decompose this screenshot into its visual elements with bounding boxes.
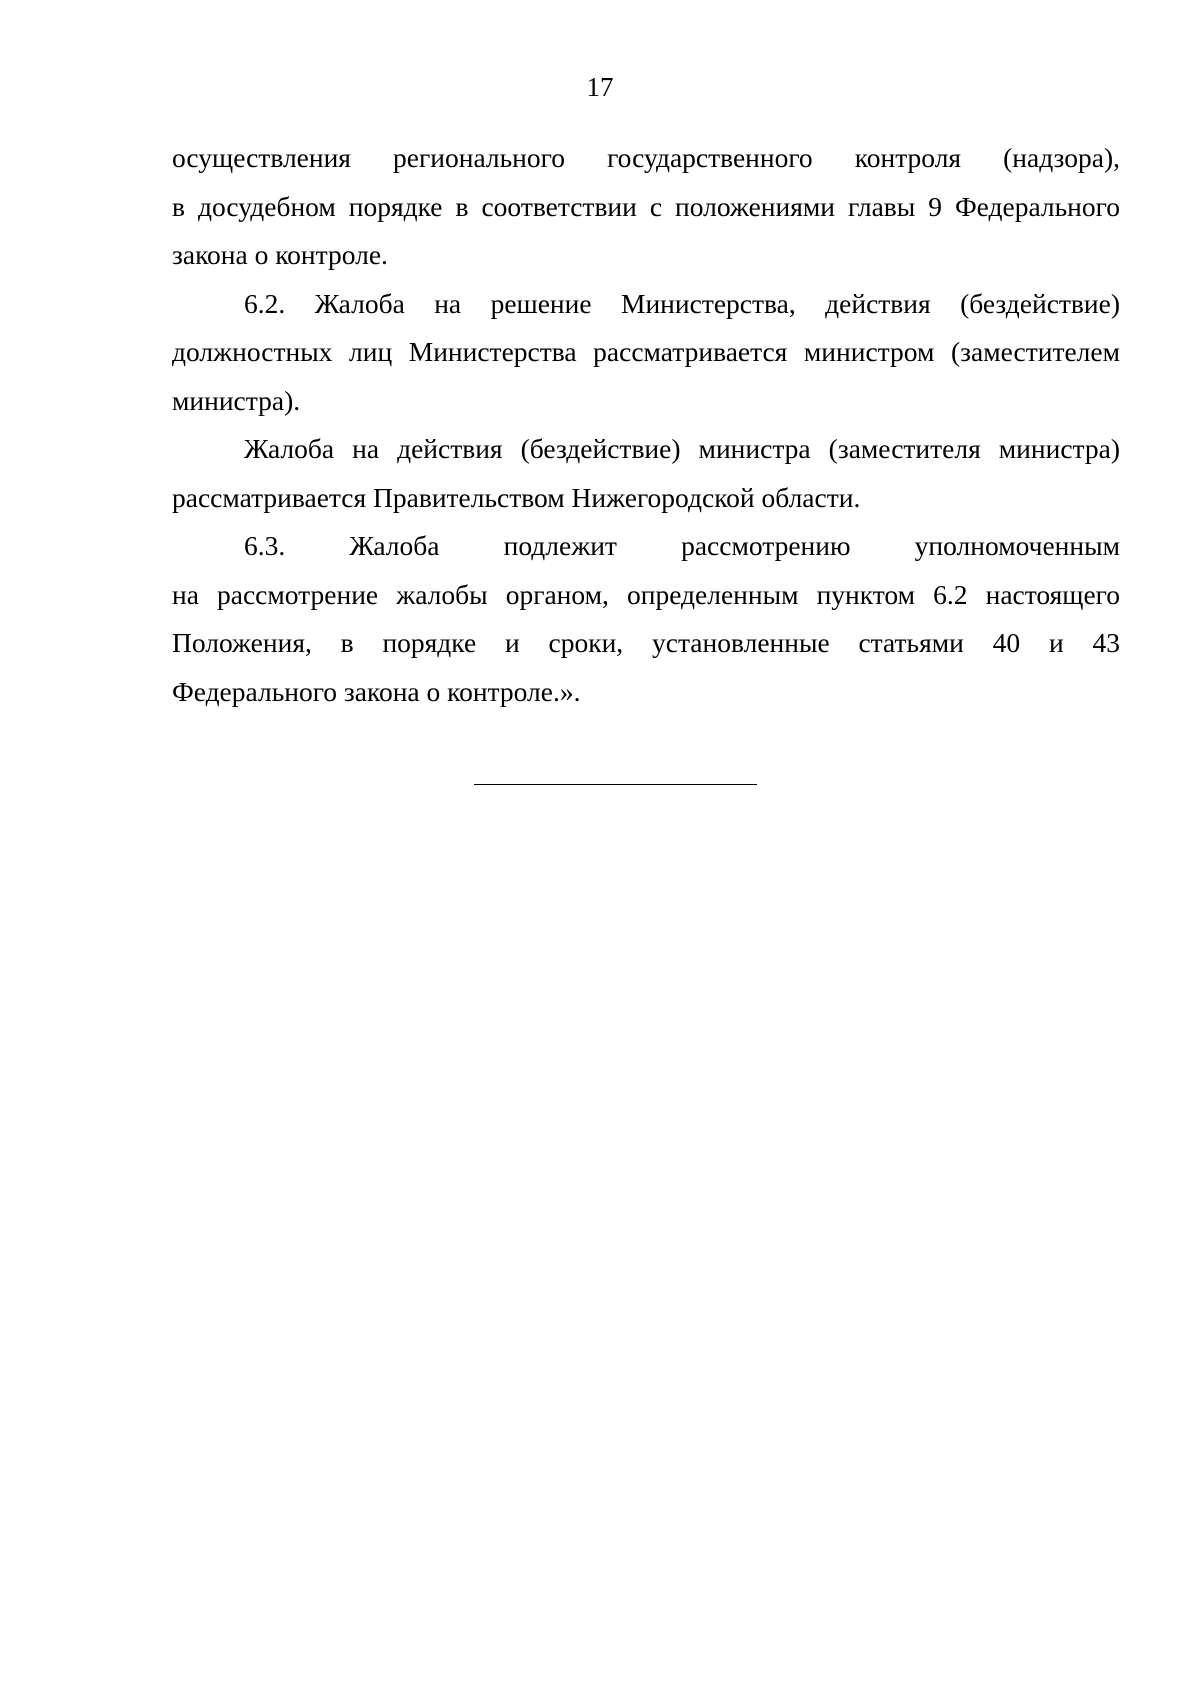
text-line: закона о контроле. — [172, 239, 388, 270]
text-line: Федерального закона о контроле.». — [172, 675, 581, 707]
paragraph-6-3 — [172, 522, 1120, 716]
text-line: должностных лиц Министерства рассматривается министром (заместителем — [172, 336, 1120, 367]
text-line: на рассмотрение жалобы органом, определенным пунктом 6.2 настоящего — [172, 578, 1120, 610]
text-line: рассматривается Правительством Нижегородской области. — [172, 481, 861, 513]
text-line: министра). — [172, 384, 301, 416]
page-number: 17 — [586, 72, 614, 102]
text-line: Положения, в порядке и сроки, установленные статьями 40 и 43 — [172, 627, 1120, 658]
end-separator-line — [474, 784, 757, 785]
text-line: 6.2. Жалоба на решение Министерства, действия (бездействие) — [244, 287, 1120, 319]
text-line: Жалоба на действия (бездействие) министра (заместителя министра) — [244, 433, 1120, 464]
document-body — [172, 134, 1120, 716]
paragraph-6-2 — [172, 280, 1120, 426]
text-line: в досудебном порядке в соответствии с положениями главы 9 Федерального — [172, 190, 1120, 222]
text-line: 6.3. Жалоба подлежит рассмотрению уполномоченным — [244, 530, 1120, 561]
paragraph-complaint-minister — [172, 425, 1120, 522]
paragraph-continuation — [172, 134, 1120, 280]
text-line: осуществления регионального государственного контроля (надзора), — [172, 142, 1120, 173]
